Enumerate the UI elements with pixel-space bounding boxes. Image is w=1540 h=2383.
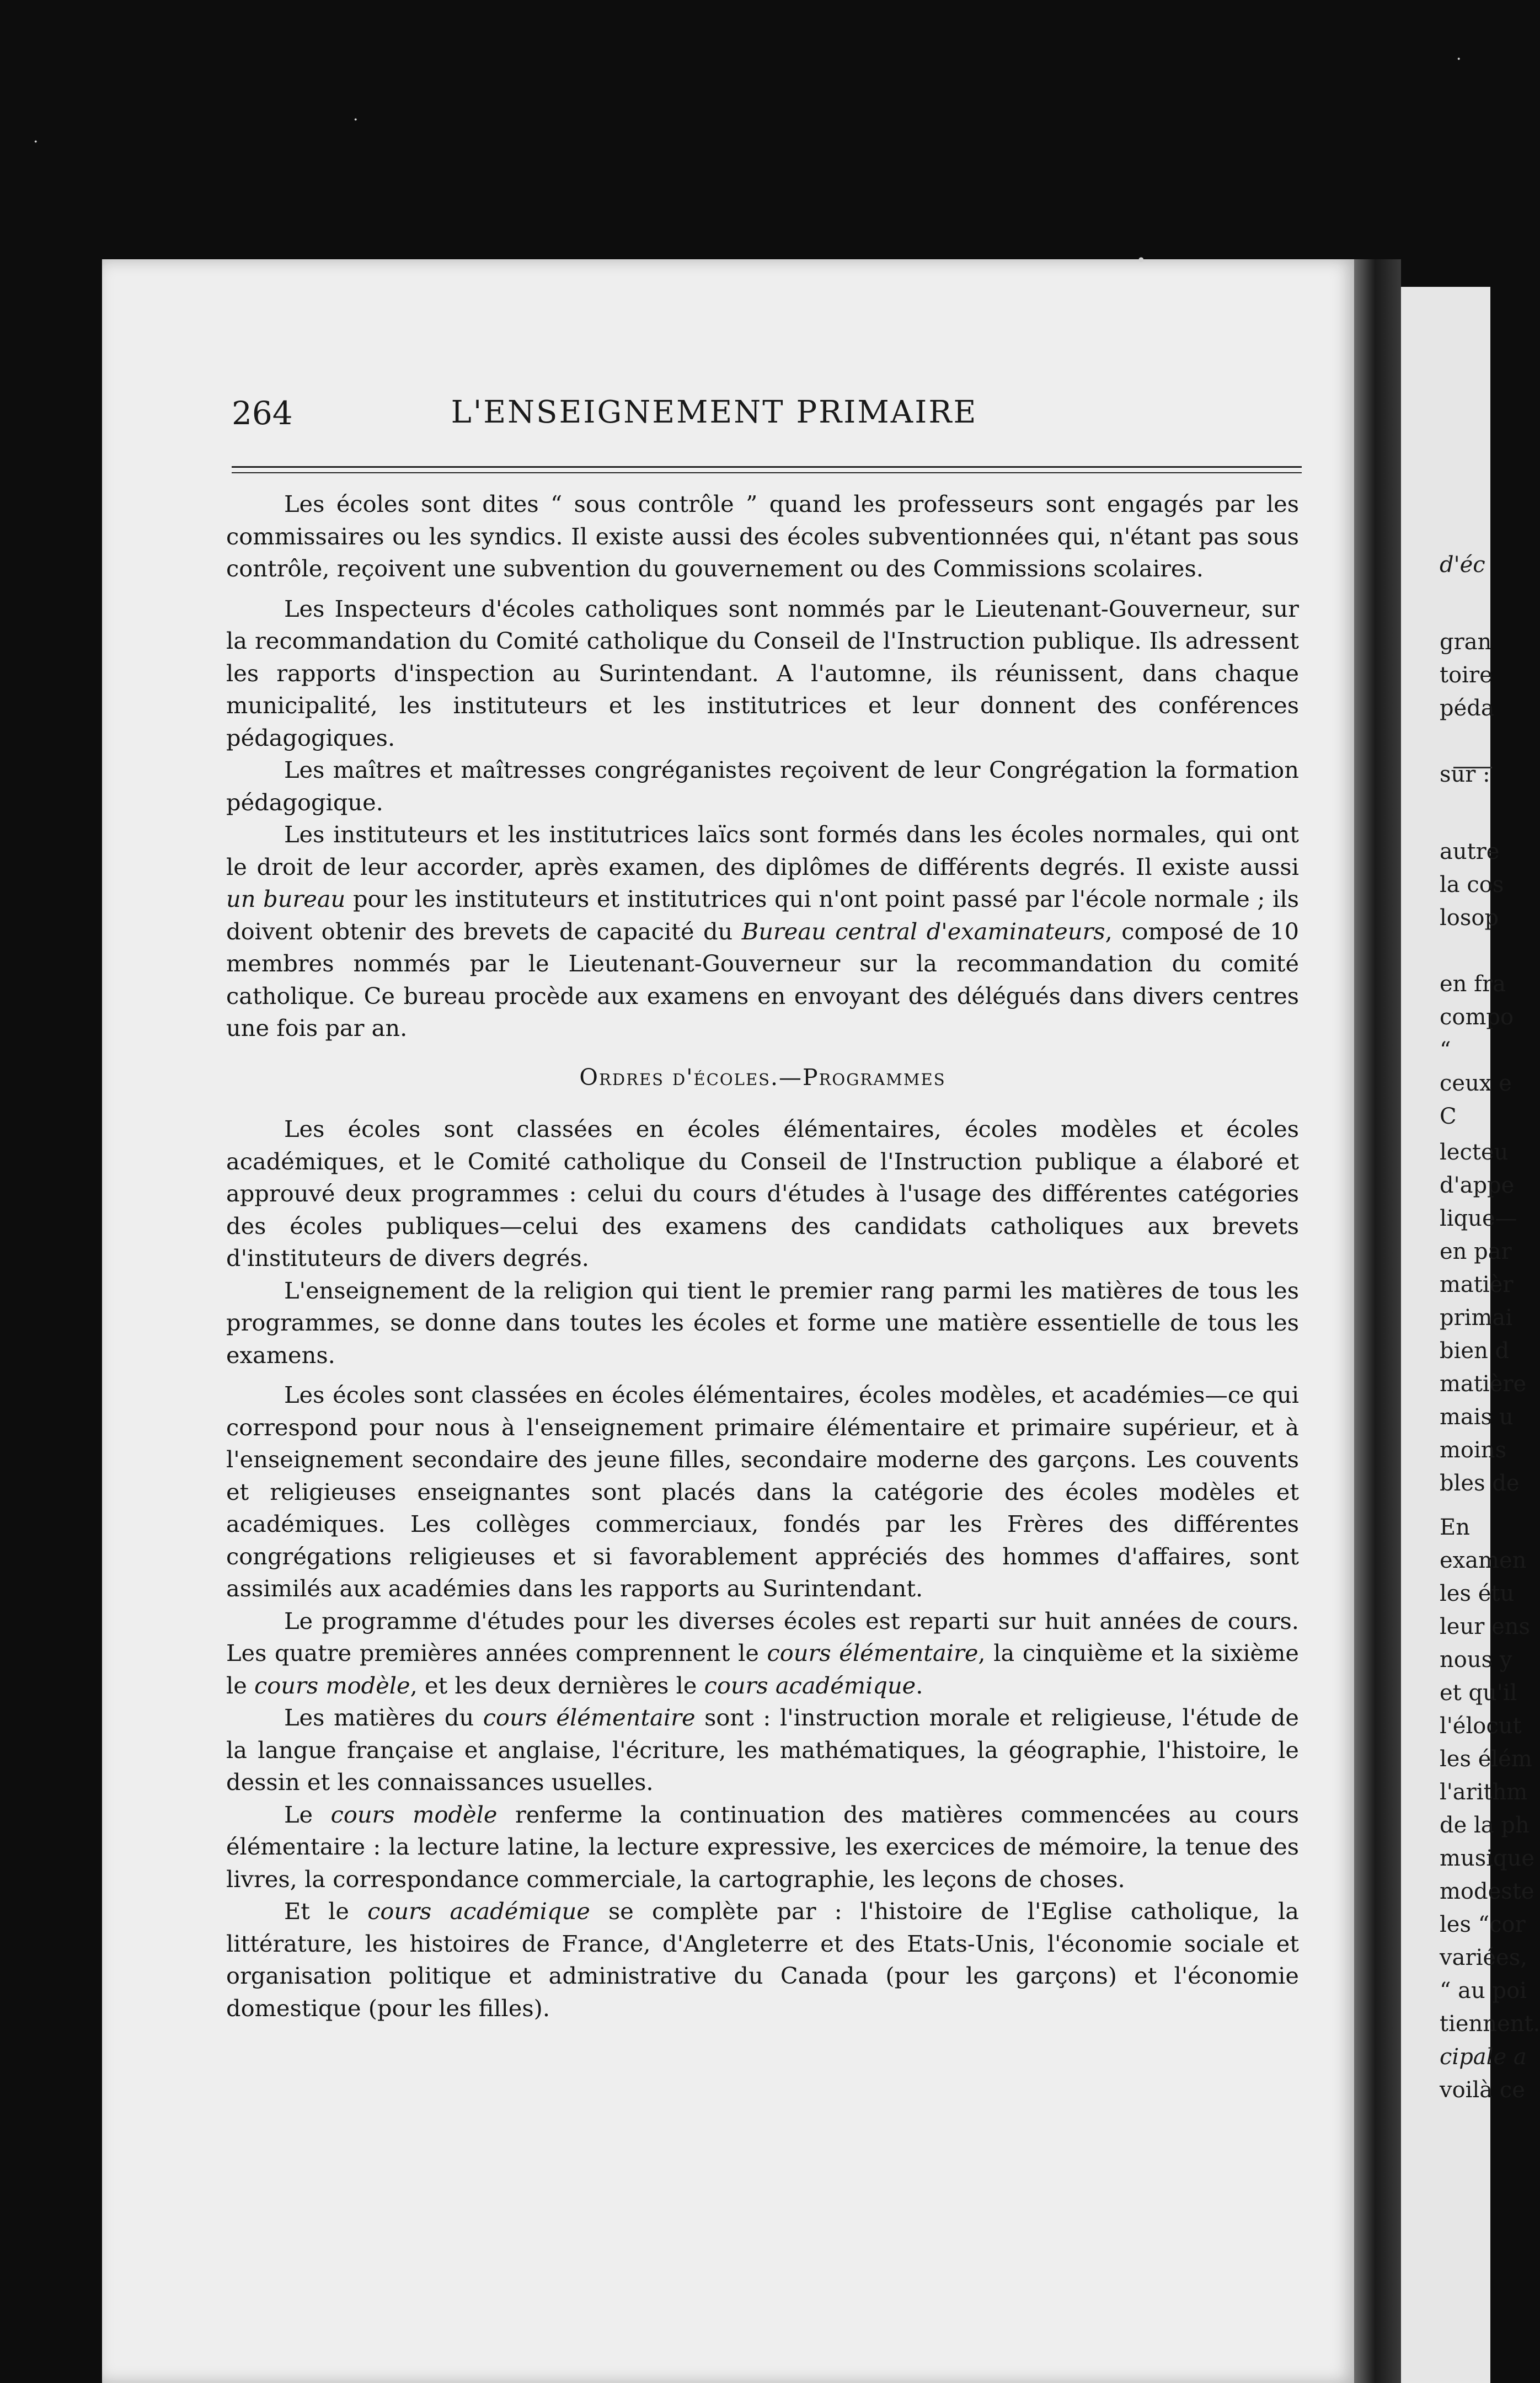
facing-page-fragment: voilà ce [1440, 2077, 1525, 2103]
paragraph-cours-academique: Et le cours académique se complète par : l'histoire de l'Eglise catholique, la littérature, les histoires de France, d'Angleterre et des Etats-Unis, l'économie sociale et organisation politique et administrative du Canada (pour les garçons) et l'économie domestique (pour les filles). [226, 1898, 1299, 2022]
facing-page-fragment: et qu'il [1440, 1680, 1517, 1706]
paragraph-ecoles-normales: Les instituteurs et les institutrices laïcs sont formés dans les écoles normales, qui ont le droit de leur accorder, après examen, des diplômes de différents degrés. Il existe aussi un bureau pour les instituteurs et institutrices qui n'ont point passé par l'école normale ; ils doivent obtenir des brevets de capacité du Bureau central d'examinateurs, composé de 10 membres nommés par le Lieutenant-Gouverneur sur la recommandation du comité catholique. Ce bureau procède aux examens en envoyant des délégués dans divers centres une fois par an. [226, 821, 1299, 1041]
facing-page-fragment: matière [1440, 1371, 1527, 1397]
header-rule-bottom [232, 472, 1302, 473]
facing-page-fragment: les élém [1440, 1746, 1532, 1772]
paragraph-cours-modele: Le cours modèle renferme la continuation des matières commencées au cours élémentaire : la lecture latine, la lecture expressive, les exercices de mémoire, la tenue des livres, la correspondance commerciale, la cartographie, les leçons de choses. [226, 1800, 1299, 1893]
paragraph-cours-elementaire: Les matières du cours élémentaire sont : l'instruction morale et religieuse, l'étude de la langue française et anglaise, l'écriture, les mathématiques, la géographie, l'histoire, le dessin et les connaissances usuelles. [226, 1704, 1299, 1796]
section-heading: Ordres d'écoles.—Programmes [579, 1064, 946, 1091]
facing-page-fragment: autre [1440, 839, 1500, 864]
facing-page-fragment: en fra [1440, 971, 1506, 997]
facing-page-fragment: bien d [1440, 1338, 1510, 1364]
paragraph-classement: Les écoles sont classées en écoles élémentaires, écoles modèles et écoles académiques, et le Comité catholique du Conseil de l'Instruction publique a élaboré et approuvé deux programmes : celui du cours d'études à l'usage des différentes catégories des écoles publiques—celui des examens des candidats catholiques aux brevets d'instituteurs de divers degrés. [226, 1115, 1299, 1271]
paragraph-congreganistes: Les maîtres et maîtresses congréganistes reçoivent de leur Congrégation la formation pédagogique. [226, 756, 1299, 816]
facing-page-fragment: lecteu [1440, 1140, 1509, 1165]
facing-page-fragment: lique— [1440, 1206, 1517, 1231]
facing-page-fragment: nous y [1440, 1647, 1512, 1673]
facing-page-fragment: losop [1440, 905, 1499, 931]
facing-page-fragment: tiennent. [1440, 2011, 1540, 2037]
page-number: 264 [232, 394, 293, 432]
facing-page-fragment: bles de [1440, 1471, 1520, 1496]
paragraph-sous-controle: Les écoles sont dites “ sous contrôle ” quand les professeurs sont engagés par les commissaires ou les syndics. Il existe aussi des écoles subventionnées qui, n'étant pas sous contrôle, reçoivent une subvention du gouvernement ou des Commissions scolaires. [226, 490, 1299, 582]
film-speck: • [1136, 251, 1146, 270]
page-header [130, 394, 1299, 439]
facing-page-fragment: gran [1440, 629, 1492, 655]
facing-page-fragment: C [1440, 1104, 1457, 1129]
facing-page-fragment: les étu [1440, 1581, 1515, 1606]
facing-page-fragment: musique [1440, 1846, 1535, 1871]
paragraph-religion: L'enseignement de la religion qui tient le premier rang parmi les matières de tous les programmes, se donne dans toutes les écoles et forme une matière essentielle de tous les examens. [226, 1276, 1299, 1369]
facing-page-fragment: examen [1440, 1548, 1527, 1573]
film-speck: · [33, 132, 39, 152]
facing-page-fragment: mais u [1440, 1404, 1514, 1430]
facing-page-fragment: En [1440, 1515, 1470, 1540]
facing-page-fragment: “ [1440, 1038, 1451, 1063]
facing-page-fragment: en par [1440, 1239, 1512, 1264]
header-rule-top [232, 466, 1302, 468]
facing-page-fragment: variées, [1440, 1945, 1527, 1970]
facing-page [1401, 287, 1540, 2383]
paragraph-programme: Le programme d'études pour les diverses écoles est reparti sur huit années de cours. Les quatre premières années comprennent le cours élémentaire, la cinquième et la sixième le cours modèle, et les deux dernières le cours académique. [226, 1607, 1299, 1699]
facing-page-fragment: matièr [1440, 1272, 1514, 1297]
paragraph-inspecteurs: Les Inspecteurs d'écoles catholiques sont nommés par le Lieutenant-Gouverneur, sur la recommandation du Comité catholique du Conseil de l'Instruction publique. Ils adressent les rapports d'inspection au Surintendant. A l'automne, ils réunissent, dans chaque municipalité, les instituteurs et les institutrices et leur donnent des conférences pédagogiques. [226, 595, 1299, 751]
facing-page-fragment: sur : [1440, 762, 1490, 787]
facing-page-fragment: “ au poi [1440, 1978, 1527, 2003]
facing-page-fragment: leur ens [1440, 1614, 1531, 1639]
facing-page-fragment: moins [1440, 1438, 1507, 1463]
facing-page-fragment: modeste [1440, 1879, 1534, 1904]
film-speck: · [353, 110, 359, 130]
facing-page-fragment: les “cor [1440, 1912, 1526, 1937]
film-speck: · [1456, 50, 1462, 69]
facing-page-fragment: compo [1440, 1005, 1514, 1030]
paragraph-academies: Les écoles sont classées en écoles élémentaires, écoles modèles, et académies—ce qui correspond pour nous à l'enseignement primaire élémentaire et primaire supérieur, et à l'enseignement secondaire des jeune filles, secondaire moderne des garçons. Les couvents et religieuses enseignantes sont placés dans la catégorie des écoles modèles et académiques. Les collèges commerciaux, fondés par les Frères des différentes congrégations religieuses et si favorablement appréciés des hommes d'affaires, sont assimilés aux académies dans les rapports au Surintendant. [226, 1381, 1299, 1602]
facing-page-fragment: l'élocut [1440, 1713, 1522, 1739]
facing-page-fragment: toire [1440, 662, 1493, 688]
facing-page-fragment: l'arithm [1440, 1780, 1528, 1805]
facing-page-fragment: d'éc [1440, 552, 1485, 578]
article-body [226, 488, 1299, 2024]
facing-page-fragment: la cos [1440, 872, 1504, 897]
book-gutter [1354, 259, 1401, 2383]
facing-page-fragment: d'appe [1440, 1173, 1515, 1198]
facing-page-fragment: péda [1440, 696, 1494, 721]
facing-page-fragment: primai [1440, 1305, 1513, 1331]
running-title: L'ENSEIGNEMENT PRIMAIRE [451, 394, 978, 430]
facing-page-fragment: de la ph [1440, 1813, 1530, 1838]
facing-page-fragment: cipale a [1440, 2044, 1527, 2070]
facing-page-fragment: ceux e [1440, 1071, 1512, 1096]
